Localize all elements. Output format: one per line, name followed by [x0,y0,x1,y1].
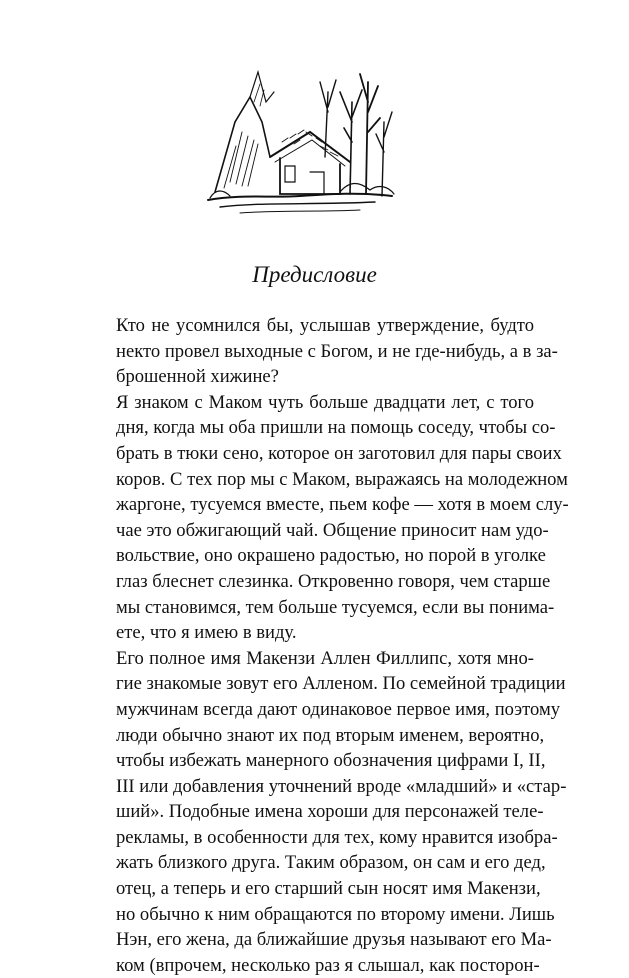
text-line: Кто не усомнился бы, услышав утверждение, будто [116,315,534,336]
paragraph [88,646,567,978]
text-line: но обычно к ним обращаются по второму имени. Лишь [116,903,555,925]
text-line: Я знаком с Маком чуть больше двадцати лет, с того [116,391,534,413]
text-line: Его полное имя Макензи Аллен Филлипс, хотя мно- [116,647,534,669]
text-line: брать в тюки сено, которое он заготовил для пары своих [116,442,562,464]
text-line: гие знакомые зовут его Алленом. По семейной традиции [116,673,566,695]
cabin-sketch-icon [200,62,400,222]
text-line: мужчинам всегда дают одинаковое первое имя, поэтому [116,698,561,720]
text-line: Нэн, его жена, да ближайшие друзья называют его Ма- [116,929,552,951]
text-line: вольствие, оно окрашено радостью, но порой в уголке [116,545,546,567]
text-line: коров. С тех пор мы с Маком, выражаясь на молодежном [116,468,568,490]
text-line: люди обычно знают их под вторым именем, вероятно, [116,724,545,746]
text-line: ете, что я имею в виду. [116,622,297,644]
text-line: жаргоне, тусуемся вместе, пьем кофе — хотя в моем слу- [116,494,569,516]
body-text [88,313,569,978]
text-line: дня, когда мы оба пришли на помощь соседу, чтобы со- [116,417,556,439]
text-line: мы становимся, тем больше тусуемся, если вы понима- [116,596,555,618]
text-line: III или добавления уточнений вроде «младший» и «стар- [116,775,567,797]
chapter-title: Предисловие [252,262,377,287]
text-line: брошенной хижине? [116,366,279,388]
paragraph [88,313,558,390]
text-line: ком (впрочем, несколько раз я слышал, как посторон- [116,954,540,976]
paragraph [88,390,569,646]
text-line: чтобы избежать манерного обозначения цифрами I, II, [116,750,546,772]
text-line: глаз блеснет слезинка. Откровенно говоря, чем старше [116,570,551,592]
text-line: жать близкого друга. Таким образом, он сам и его дед, [116,852,546,874]
text-line: чае это обжигающий чай. Общение приносит нам удо- [116,519,549,541]
cabin-illustration [200,62,400,222]
text-line: некто провел выходные с Богом, и не где-нибудь, а в за- [116,340,558,362]
text-line: ший». Подобные имена хороши для персонажей теле- [116,801,544,823]
text-line: отец, а теперь и его старший сын носят имя Макензи, [116,878,541,900]
text-line: рекламы, в особенности для тех, кому нравится изобра- [116,826,558,848]
